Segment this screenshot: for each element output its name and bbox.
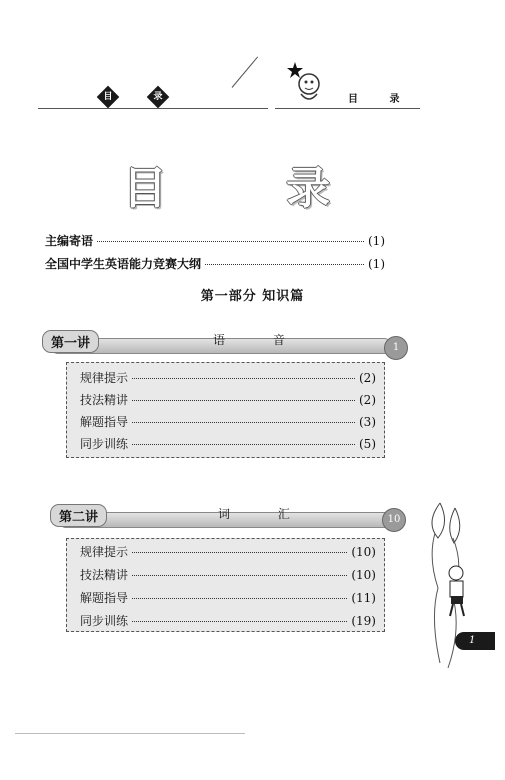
header-rule-left — [38, 108, 268, 109]
toc-item[interactable] — [80, 612, 376, 629]
header-rule-right — [275, 108, 420, 109]
toc-entry-label: 主编寄语 — [45, 234, 94, 248]
toc-item-label: 同步训练 — [80, 437, 129, 451]
leader-dots — [205, 264, 364, 265]
page-title: 目 录 — [122, 163, 383, 214]
header-right-title: 目 录 — [348, 94, 414, 105]
leader-dots — [132, 552, 347, 553]
header-mark-1-text: 目 — [103, 92, 113, 102]
toc-item-page: (2) — [359, 393, 376, 407]
leader-dots — [132, 575, 347, 576]
leader-dots — [132, 444, 355, 445]
header-slash — [232, 57, 258, 88]
lecture-name: 语 音 — [213, 333, 307, 347]
toc-item-label: 技法精讲 — [80, 568, 129, 582]
toc-item-label: 技法精讲 — [80, 393, 129, 407]
toc-item-page: (2) — [359, 371, 376, 385]
toc-entry[interactable] — [45, 255, 385, 272]
header-mark-2 — [147, 86, 170, 109]
leader-dots — [132, 621, 347, 622]
toc-item-page: (3) — [359, 415, 376, 429]
lecture-tag: 第一讲 — [42, 330, 99, 353]
leader-dots — [132, 400, 355, 401]
toc-item-label: 解题指导 — [80, 415, 129, 429]
toc-item-page: (5) — [359, 437, 376, 451]
leader-dots — [132, 422, 355, 423]
toc-entry-page: (1) — [368, 234, 385, 248]
toc-entry-page: (1) — [368, 257, 385, 271]
toc-item[interactable] — [80, 543, 376, 560]
boy-kite-illustration — [420, 498, 480, 678]
toc-item[interactable] — [80, 391, 376, 408]
toc-item[interactable] — [80, 369, 376, 386]
page-number: 1 — [469, 635, 476, 646]
mascot-icon — [285, 60, 325, 105]
leader-dots — [132, 598, 347, 599]
toc-item[interactable] — [80, 589, 376, 606]
header-mark-2-text: 录 — [153, 92, 163, 102]
toc-item-label: 解题指导 — [80, 591, 129, 605]
lecture-start-page: 1 — [384, 336, 408, 360]
toc-item[interactable] — [80, 435, 376, 452]
toc-item-label: 规律提示 — [80, 371, 129, 385]
toc-item-label: 规律提示 — [80, 545, 129, 559]
toc-item[interactable] — [80, 413, 376, 430]
leader-dots — [132, 378, 355, 379]
toc-entry-label: 全国中学生英语能力竞赛大纲 — [45, 257, 202, 271]
part-title: 第一部分 知识篇 — [200, 289, 305, 304]
toc-item-page: (19) — [351, 614, 376, 628]
header-mark-1 — [97, 86, 120, 109]
toc-item-label: 同步训练 — [80, 614, 129, 628]
toc-item[interactable] — [80, 566, 376, 583]
toc-item-page: (10) — [351, 545, 376, 559]
leader-dots — [97, 241, 364, 242]
lecture-name: 词 汇 — [218, 507, 312, 521]
toc-item-page: (11) — [351, 591, 376, 605]
footer-rule — [15, 733, 245, 734]
toc-entry[interactable] — [45, 232, 385, 249]
page-number-badge — [455, 632, 495, 650]
lecture-start-page: 10 — [382, 508, 406, 532]
lecture-tag: 第二讲 — [50, 504, 107, 527]
toc-item-page: (10) — [351, 568, 376, 582]
